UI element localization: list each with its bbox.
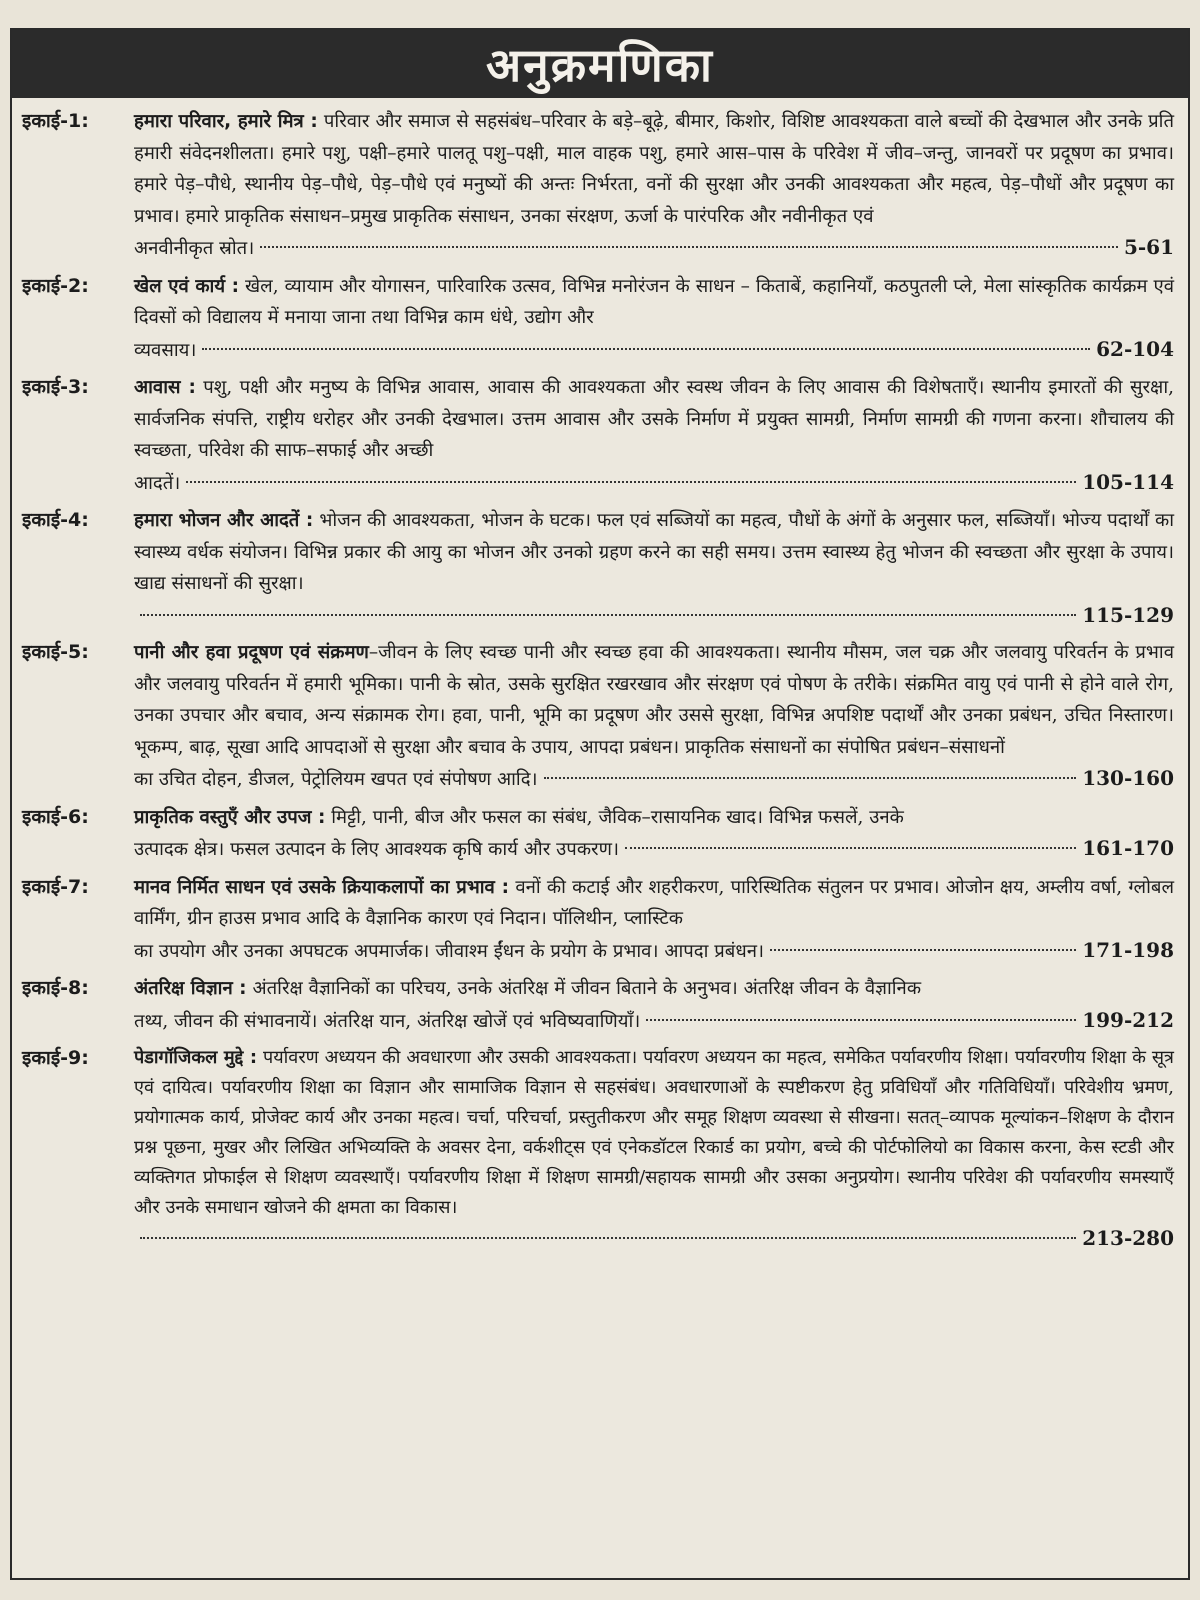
unit-title: मानव निर्मित साधन एवं उसके क्रियाकलापों का प्रभाव : (134, 876, 510, 898)
page-title: अनुक्रमणिका (486, 38, 714, 92)
unit-label: इकाई-5: (22, 641, 89, 663)
page-range: 130-160 (1082, 766, 1174, 790)
dot-leader (770, 949, 1076, 951)
dot-leader (260, 246, 1118, 248)
unit-description-end: का उपयोग और उनका अपघटक अपमार्जक। जीवाश्म ईंधन के प्रयोग के प्रभाव। आपदा प्रबंधन। (134, 940, 765, 962)
unit-body (134, 271, 1174, 367)
page-range: 161-170 (1082, 836, 1174, 860)
unit-description: अंतरिक्ष वैज्ञानिकों का परिचय, उनके अंतरिक्ष में जीवन बिताने के अनुभव। अंतरिक्ष जीवन के वैज्ञानिक (252, 978, 922, 999)
unit-body (134, 505, 1174, 631)
unit-description-end: का उचित दोहन, डीजल, पेट्रोलियम खपत एवं संपोषण आदि। (134, 769, 538, 790)
toc-entry-unit-8 (22, 973, 1174, 1037)
unit-description-end: अनवीनीकृत स्रोत। (134, 238, 255, 259)
page-range: 171-198 (1082, 937, 1174, 962)
toc-entry-unit-3 (22, 372, 1174, 499)
unit-description: वनों की कटाई और शहरीकरण, पारिस्थितिक संतुलन पर प्रभाव। ओजोन क्षय, अम्लीय वर्षा, ग्लोबल वार्मिंग, ग्रीन हाउस प्रभाव आदि के वैज्ञानिक कारण एवं निदान। पॉलिथीन, प्लास्टिक (134, 876, 1174, 929)
page-range: 115-129 (1082, 602, 1174, 627)
page-leader (134, 833, 1174, 866)
unit-body (134, 372, 1174, 499)
unit-label: इकाई-7: (22, 875, 89, 898)
dot-leader (202, 348, 1090, 350)
unit-label: इकाई-8: (22, 977, 89, 999)
unit-description: मिट्टी, पानी, बीज और फसल का संबंध, जैविक–रासायनिक खाद। विभिन्न फसलें, उनके (331, 806, 904, 828)
page-range: 199-212 (1082, 1007, 1174, 1032)
page-leader (134, 1223, 1174, 1253)
unit-label: इकाई-1: (22, 110, 89, 132)
unit-description-end: व्यवसाय। (134, 339, 197, 361)
unit-body (134, 1043, 1174, 1253)
toc-entry-unit-6 (22, 802, 1174, 866)
unit-description: भोजन की आवश्यकता, भोजन के घटक। फल एवं सब्जियों का महत्व, पौधों के अंगों के अनुसार फल, सब्जियाँ। भोज्य पदार्थों का स्वास्थ्य वर्धक संयोजन। विभिन्न प्रकार की आयु का भोजन और उनको ग्रहण करने का सही समय। उत्तम स्वास्थ्य हेतु भोजन की स्वच्छता और सुरक्षा के उपाय। खाद्य संसाधनों की सुरक्षा। (134, 510, 1174, 594)
page-leader (134, 467, 1174, 500)
unit-title: हमारा भोजन और आदतें : (134, 510, 314, 531)
dot-leader (140, 614, 1076, 616)
unit-description: पर्यावरण अध्ययन की अवधारणा और उसकी आवश्यकता। पर्यावरण अध्ययन का महत्व, समेकित पर्यावरणीय शिक्षा। पर्यावरणीय शिक्षा के सूत्र एवं दायित्व। पर्यावरणीय शिक्षा का विज्ञान और सामाजिक विज्ञान से सहसंबंध। अवधारणाओं के स्पष्टीकरण हेतु प्रविधियाँ और गतिविधियाँ। परिवेशीय भ्रमण, प्रयोगात्मक कार्य, प्रोजेक्ट कार्य और उनका महत्व। चर्चा, परिचर्चा, प्रस्तुतीकरण और समूह शिक्षण व्यवस्था से सीखना। सतत्–व्यापक मूल्यांकन–शिक्षण के दौरान प्रश्न पूछना, मुखर और लिखित अभिव्यक्ति के अवसर देना, वर्कशीट्स एवं एनेकडॉटल रिकार्ड का प्रयोग, बच्चे की पोर्टफोलियो का विकास करना, केस स्टडी और व्यक्तिगत प्रोफाईल से शिक्षण व्यवस्थाएँ। पर्यावरणीय शिक्षा में शिक्षण सामग्री/सहायक सामग्री और उसका अनुप्रयोग। स्थानीय परिवेश की पर्यावरणीय समस्याएँ और उनके समाधान खोजने की क्षमता का विकास। (134, 1047, 1174, 1218)
toc-entry-unit-2 (22, 271, 1174, 367)
dot-leader (646, 1019, 1076, 1021)
unit-body (134, 637, 1174, 796)
page-range: 62-104 (1096, 336, 1174, 361)
unit-description-end: उत्पादक क्षेत्र। फसल उत्पादन के लिए आवश्यक कृषि कार्य और उपकरण। (134, 839, 619, 860)
unit-description: पशु, पक्षी और मनुष्य के विभिन्न आवास, आवास की आवश्यकता और स्वस्थ जीवन के लिए आवास की विशेषताएँ। स्थानीय इमारतों की सुरक्षा, सार्वजनिक संपत्ति, राष्ट्रीय धरोहर और उनकी देखभाल। उत्तम आवास और उसके निर्माण में प्रयुक्त सामग्री, निर्माण सामग्री की गणना करना। शौचालय की स्वच्छता, परिवेश की साफ–सफाई और अच्छी (134, 377, 1174, 461)
unit-description-end: तथ्य, जीवन की संभावनायें। अंतरिक्ष यान, अंतरिक्ष खोजें एवं भविष्यवाणियाँ। (134, 1010, 641, 1032)
unit-title: पेडागॉजिकल मुद्दे : (134, 1047, 258, 1068)
unit-label: इकाई-2: (22, 274, 89, 297)
title-banner (12, 30, 1188, 98)
toc-entry-unit-7 (22, 872, 1174, 968)
unit-label: इकाई-3: (22, 376, 89, 398)
toc-entry-unit-5 (22, 637, 1174, 796)
page-leader (134, 334, 1174, 367)
unit-title: प्राकृतिक वस्तुएँ और उपज : (134, 806, 326, 828)
unit-title: पानी और हवा प्रदूषण एवं संक्रमण (134, 642, 369, 663)
page-range: 213-280 (1082, 1226, 1174, 1250)
unit-label: इकाई-4: (22, 509, 89, 531)
page-range: 105-114 (1082, 469, 1174, 494)
dot-leader (625, 847, 1076, 849)
toc-entry-unit-9 (22, 1043, 1174, 1253)
unit-label: इकाई-9: (22, 1047, 89, 1069)
unit-title: आवास : (134, 377, 196, 398)
toc-entry-unit-4 (22, 505, 1174, 631)
unit-body (134, 973, 1174, 1037)
contents-page (10, 28, 1190, 1580)
unit-label: इकाई-6: (22, 805, 89, 828)
unit-body (134, 872, 1174, 968)
unit-body (134, 106, 1174, 265)
unit-description-end: आदतें। (134, 472, 181, 494)
page-range: 5-61 (1123, 235, 1174, 259)
page-leader (134, 1005, 1174, 1038)
page-leader (134, 232, 1174, 265)
toc-entry-unit-1 (22, 106, 1174, 265)
page-leader (134, 935, 1174, 968)
unit-title: हमारा परिवार, हमारे मित्र : (134, 111, 318, 132)
dot-leader (544, 777, 1077, 779)
unit-title: खेल एवं कार्य : (134, 275, 240, 297)
table-of-contents (12, 98, 1188, 1253)
unit-body (134, 802, 1174, 866)
dot-leader (140, 1237, 1076, 1239)
unit-description: खेल, व्यायाम और योगासन, पारिवारिक उत्सव, विभिन्न मनोरंजन के साधन – किताबें, कहानियाँ, कठपुतली प्ले, मेला सांस्कृतिक कार्यक्रम एवं दिवसों को विद्यालय में मनाया जाना तथा विभिन्न काम धंधे, उद्योग और (134, 275, 1174, 328)
page-leader (134, 763, 1174, 796)
unit-title: अंतरिक्ष विज्ञान : (134, 978, 247, 999)
unit-description: –जीवन के लिए स्वच्छ पानी और स्वच्छ हवा की आवश्यकता। स्थानीय मौसम, जल चक्र और जलवायु परिवर्तन के प्रभाव और जलवायु परिवर्तन में हमारी भूमिका। पानी के स्रोत, उसके सुरक्षित रखरखाव और संरक्षण एवं पोषण के तरीके। संक्रमित वायु एवं पानी से होने वाले रोग, उनका उपचार और बचाव, अन्य संक्रामक रोग। हवा, पानी, भूमि का प्रदूषण और उससे सुरक्षा, विभिन्न अपशिष्ट पदार्थों और उनका प्रबंधन, उचित निस्तारण। भूकम्प, बाढ़, सूखा आदि आपदाओं से सुरक्षा और बचाव के उपाय, आपदा प्रबंधन। प्राकृतिक संसाधनों का संपोषित प्रबंधन–संसाधनों (134, 642, 1174, 758)
dot-leader (186, 481, 1076, 483)
page-leader (134, 600, 1174, 632)
unit-description: परिवार और समाज से सहसंबंध–परिवार के बड़े–बूढ़े, बीमार, किशोर, विशिष्ट आवश्यकता वाले बच्चों की देखभाल और उनके प्रति हमारी संवेदनशीलता। हमारे पशु, पक्षी–हमारे पालतू पशु–पक्षी, माल वाहक पशु, हमारे आस–पास के परिवेश में जीव–जन्तु, जानवरों पर प्रदूषण का प्रभाव। हमारे पेड़–पौधे, स्थानीय पेड़–पौधे, पेड़–पौधे एवं मनुष्यों की अन्तः निर्भरता, वनों की सुरक्षा और उनकी आवश्यकता और महत्व, पेड़–पौधों और प्रदूषण का प्रभाव। हमारे प्राकृतिक संसाधन–प्रमुख प्राकृतिक संसाधन, उनका संरक्षण, ऊर्जा के पारंपरिक और नवीनीकृत एवं (134, 111, 1175, 227)
